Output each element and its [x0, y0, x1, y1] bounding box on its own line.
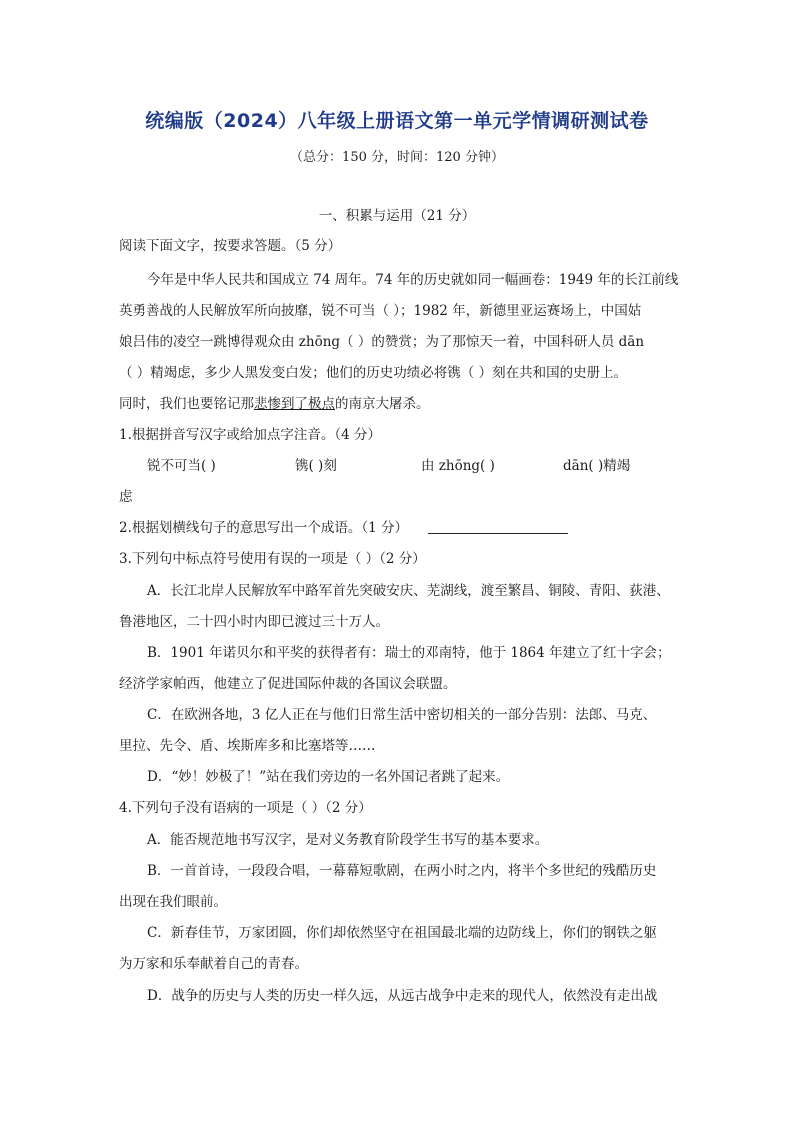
- exam-info: （总分：150 分，时间：120 分钟）: [290, 150, 504, 165]
- question-2-text: 2.根据划横线句子的意思写出一个成语。（1 分）: [119, 520, 409, 536]
- passage-text: 同时，我们也要铭记那: [119, 396, 254, 412]
- q1-item: 由 zhōng( ): [421, 458, 495, 474]
- q1-item: 镌( )刻: [295, 458, 337, 474]
- passage-line: 娘吕伟的凌空一跳博得观众由 zhōng（ ）的赞赏；为了那惊天一着，中国科研人员 dān: [119, 334, 645, 350]
- q4-option-a: A．能否规范地书写汉字，是对义务教育阶段学生书写的基本要求。: [147, 832, 549, 848]
- q1-item: 锐不可当( ): [147, 458, 216, 474]
- passage-line: 英勇善战的人民解放军所向披靡，锐不可当（ ）；1982 年，新德里亚运赛场上，中国姑: [119, 303, 642, 319]
- underlined-phrase: 悲惨到了极点: [254, 396, 335, 412]
- q1-wrap: 虑: [119, 489, 133, 505]
- q4-option-d: D．战争的历史与人类的历史一样久远，从远古战争中走来的现代人，依然没有走出战: [147, 988, 658, 1004]
- q3-option-a: A．长江北岸人民解放军中路军首先突破安庆、芜湖线，渡至繁昌、铜陵、青阳、荻港、: [147, 583, 670, 599]
- q3-option-a-cont: 鲁港地区，二十四小时内即已渡过三十万人。: [119, 614, 389, 630]
- q3-option-d: D．“妙！妙极了！”站在我们旁边的一名外国记者跳了起来。: [147, 769, 510, 785]
- passage-line: 今年是中华人民共和国成立 74 周年。74 年的历史就如同一幅画卷：1949 年的长江前线: [147, 272, 679, 288]
- q4-option-c-cont: 为万家和乐奉献着自己的青春。: [119, 956, 308, 972]
- q1-item: dān( )精竭: [563, 458, 631, 474]
- q1-items: [147, 456, 630, 476]
- q3-option-b: B．1901 年诺贝尔和平奖的获得者有：瑞士的邓南特，他于 1864 年建立了红十字会；: [147, 645, 671, 661]
- question-4: 4.下列句子没有语病的一项是（ ）（2 分）: [119, 800, 372, 816]
- instruction: 阅读下面文字，按要求答题。（5 分）: [119, 238, 342, 254]
- section-heading: 一、积累与运用（21 分）: [318, 208, 476, 224]
- q4-option-b: B．一首首诗，一段段合唱，一幕幕短歌剧，在两小时之内，将半个多世纪的残酷历史: [147, 863, 657, 879]
- q3-option-c: C．在欧洲各地，3 亿人正在与他们日常生活中密切相关的一部分告别：法郎、马克、: [147, 707, 657, 723]
- q3-option-b-cont: 经济学家帕西，他建立了促进国际仲裁的各国议会联盟。: [119, 676, 457, 692]
- question-1: 1.根据拼音写汉字或给加点字注音。（4 分）: [119, 427, 382, 443]
- passage-line-last: [119, 394, 430, 414]
- answer-blank[interactable]: [428, 519, 568, 534]
- question-3: 3.下列句中标点符号使用有误的一项是（ ）（2 分）: [119, 551, 426, 567]
- q4-option-c: C．新春佳节，万家团圆，你们却依然坚守在祖国最北端的边防线上，你们的钢铁之躯: [147, 925, 657, 941]
- question-2: [119, 518, 568, 538]
- q3-option-c-cont: 里拉、先令、盾、埃斯库多和比塞塔等……: [119, 738, 376, 754]
- passage-text: 的南京大屠杀。: [335, 396, 430, 412]
- page-title: 统编版（2024）八年级上册语文第一单元学情调研测试卷: [145, 110, 649, 132]
- passage-line: （ ）精竭虑，多少人黑发变白发；他们的历史功绩必将镌（ ）刻在共和国的史册上。: [119, 365, 628, 381]
- q4-option-b-cont: 出现在我们眼前。: [119, 894, 227, 910]
